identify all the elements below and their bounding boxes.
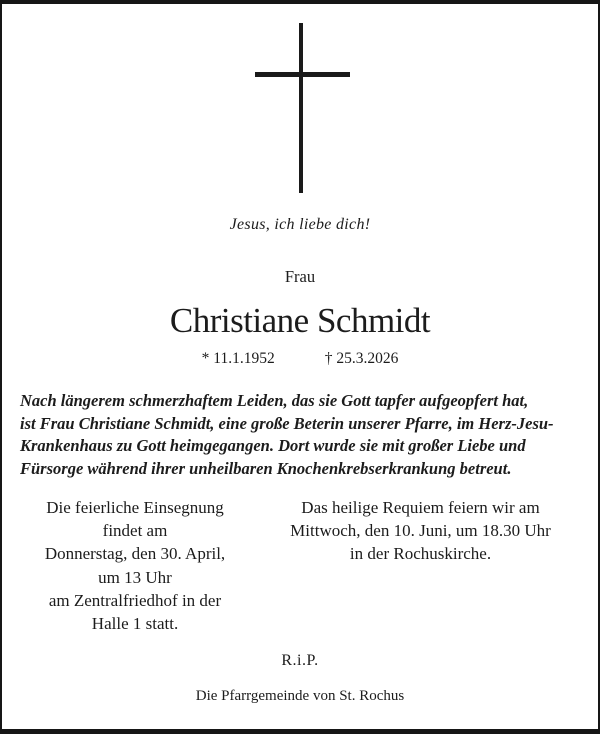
requiem-line: Mittwoch, den 10. Juni, um 18.30 Uhr [290,521,551,541]
blessing-line: um 13 Uhr [98,567,172,587]
obituary-line: Krankenhaus zu Gott heimgegangen. Dort wurde sie mit großer Liebe und [20,436,526,455]
blessing-line: Halle 1 statt. [91,614,179,634]
requiem-line: Das heilige Requiem feiern wir am [301,498,540,517]
cross-vertical-bar [299,23,303,193]
salutation-text: Frau [284,267,316,286]
service-details [2,496,598,635]
deceased-name: Christiane Schmidt [169,301,431,340]
life-dates [2,350,598,368]
blessing-line: am Zentralfriedhof in der [48,590,222,610]
cross-horizontal-bar [255,72,350,77]
motto-text: Jesus, ich liebe dich! [229,216,371,233]
obituary-paragraph [20,390,588,480]
blessing-line: findet am [102,521,168,541]
death-date: † 25.3.2026 [324,350,399,367]
blessing-info [20,496,250,635]
obituary-line: Fürsorge während ihrer unheilbaren Knochenkrebserkrankung betreut. [20,458,512,478]
obituary-line: ist Frau Christiane Schmidt, eine große Beterin unserer Pfarre, im Herz-Jesu- [20,413,554,433]
signature-text: Die Pfarrgemeinde von St. Rochus [195,688,405,704]
birth-date: * 11.1.1952 [201,350,275,367]
obituary-line: Nach längerem schmerzhaftem Leiden, das sie Gott tapfer aufgeopfert hat, [20,391,529,410]
blessing-line: Donnerstag, den 30. April, [44,544,226,564]
requiem-line: in der Rochuskirche. [349,544,492,564]
requiem-info [268,496,573,566]
blessing-line: Die feierliche Einsegnung [46,498,224,517]
rip-text: R.i.P. [281,652,319,669]
